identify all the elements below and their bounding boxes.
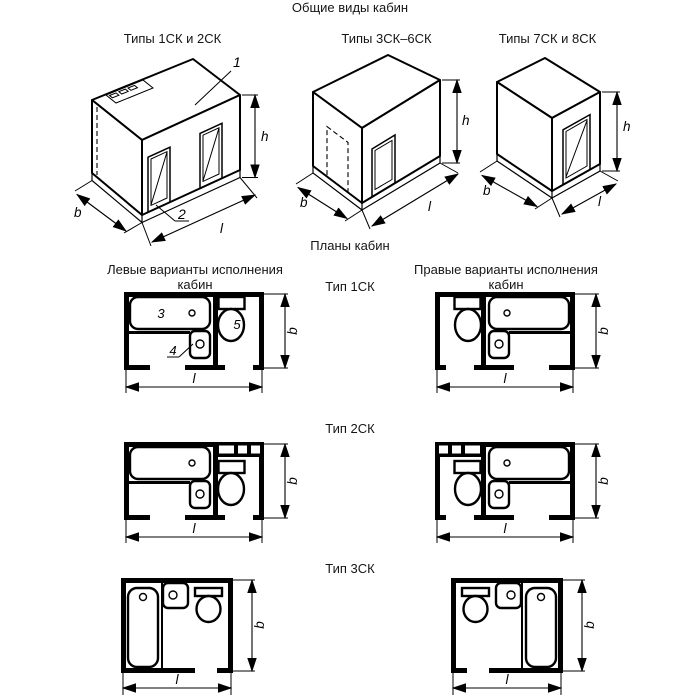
interior-partition: [509, 481, 570, 484]
dim-h: [242, 95, 269, 178]
callout-1-label: 1: [233, 54, 241, 70]
toilet-bowl: [218, 473, 244, 505]
cabin-box: [313, 55, 440, 210]
bathtub: [128, 588, 158, 667]
basin-drain: [495, 490, 503, 498]
dim-l-label: l: [428, 199, 431, 214]
row3-caption: Тип 3СК: [325, 561, 375, 576]
dim-b-label: b: [252, 621, 267, 629]
row2-caption: Тип 2СК: [325, 421, 375, 436]
washbasin: [163, 583, 188, 608]
dim-b-label: b: [285, 327, 300, 335]
washbasin: [190, 481, 210, 508]
dim-l-label: l: [505, 672, 509, 687]
right-variants-header: Правые варианты исполнения кабин: [414, 262, 598, 292]
dim-l: [437, 520, 573, 543]
dim-h: [602, 92, 631, 171]
bathtub: [526, 588, 556, 667]
interior-partition: [129, 481, 190, 484]
dim-b: [264, 444, 300, 518]
interior-partition: [129, 331, 190, 334]
dim-l-label: l: [192, 521, 196, 536]
dim-l: [437, 370, 573, 393]
plan-3sk-right: [443, 575, 628, 700]
toilet: [218, 297, 245, 341]
toilet: [218, 461, 245, 505]
dim-l-label: l: [503, 371, 507, 386]
bathtub: [489, 447, 569, 479]
dim-b-label: b: [300, 195, 308, 210]
dim-l-label: l: [192, 371, 196, 386]
cistern: [195, 588, 222, 596]
dim-b-label: b: [582, 621, 597, 629]
dim-b-label: b: [285, 477, 300, 485]
basin-drain: [507, 591, 515, 599]
callout-4-label: 4: [169, 343, 177, 358]
plans-title: Планы кабин: [310, 238, 390, 253]
partition-wall: [213, 442, 218, 520]
dim-b: [233, 580, 267, 671]
bathtub: [130, 297, 210, 329]
toilet: [462, 588, 489, 622]
partition-wall: [213, 292, 218, 370]
toilet-bowl: [464, 596, 488, 622]
washbasin: [489, 331, 509, 358]
callout-2-label: 2: [178, 206, 186, 222]
toilet-bowl: [197, 596, 221, 622]
basin-drain: [169, 591, 177, 599]
dim-b-label: b: [596, 477, 611, 485]
basin-drain: [196, 490, 204, 498]
callout-3-label: 3: [157, 306, 165, 321]
dim-b-label: b: [596, 327, 611, 335]
dim-l: [126, 370, 262, 393]
dim-b-label: b: [74, 205, 82, 220]
toilet-bowl: [455, 309, 481, 341]
dim-h-label: h: [261, 129, 269, 144]
page-title: Общие виды кабин: [291, 0, 409, 15]
row1-caption: Тип 1СК: [325, 279, 375, 294]
plan-1sk-left: [115, 287, 300, 402]
dim-l-label: l: [503, 521, 507, 536]
washbasin: [489, 481, 509, 508]
callout-5-label: 5: [233, 317, 241, 332]
basin-drain: [196, 340, 204, 348]
cistern: [455, 297, 481, 309]
dim-l-label: l: [175, 672, 179, 687]
cistern: [219, 297, 245, 309]
toilet: [455, 297, 482, 341]
dim-l: [123, 672, 231, 695]
bath-drain: [189, 310, 195, 316]
plan-1sk-right: [427, 287, 612, 402]
vent-slots: [439, 446, 480, 454]
dim-b: [264, 294, 300, 368]
plan-2sk-left: [115, 437, 300, 552]
washbasin: [496, 583, 521, 608]
dim-h-label: h: [462, 113, 470, 128]
iso-view-3sk-6sk: [288, 45, 473, 240]
view2-caption: Типы 3СК–6СК: [341, 31, 432, 46]
dim-h-label: h: [623, 119, 631, 134]
bath-drain: [189, 460, 195, 466]
bath-drain: [140, 594, 147, 601]
dim-b: [563, 580, 597, 671]
dim-b: [575, 444, 611, 518]
bath-drain: [504, 310, 510, 316]
partition-wall: [481, 292, 486, 370]
view3-caption: Типы 7СК и 8СК: [498, 31, 597, 46]
vent-slots: [219, 446, 260, 454]
view1-caption: Типы 1СК и 2СК: [123, 31, 222, 46]
toilet: [195, 588, 222, 622]
dim-b-label: b: [483, 183, 491, 198]
basin-drain: [495, 340, 503, 348]
dim-h: [442, 80, 470, 163]
bath-drain: [504, 460, 510, 466]
cistern: [219, 461, 245, 473]
cistern: [462, 588, 489, 596]
dim-l-label: l: [220, 221, 223, 236]
bath-drain: [538, 594, 545, 601]
toilet-bowl: [455, 473, 481, 505]
plan-2sk-right: [427, 437, 612, 552]
partition-wall: [481, 442, 486, 520]
iso-view-7sk-8sk: [468, 45, 648, 235]
interior-partition: [509, 331, 570, 334]
plan-3sk-left: [113, 575, 298, 700]
dim-l: [126, 520, 262, 543]
cistern: [455, 461, 481, 473]
iso-view-1sk-2sk: [48, 45, 288, 260]
dim-l: [453, 672, 561, 695]
dim-b: [575, 294, 611, 368]
dim-l-label: l: [598, 194, 601, 209]
bathtub: [489, 297, 569, 329]
toilet: [455, 461, 482, 505]
left-variants-header: Левые варианты исполнения кабин: [107, 262, 283, 292]
bathtub: [130, 447, 210, 479]
